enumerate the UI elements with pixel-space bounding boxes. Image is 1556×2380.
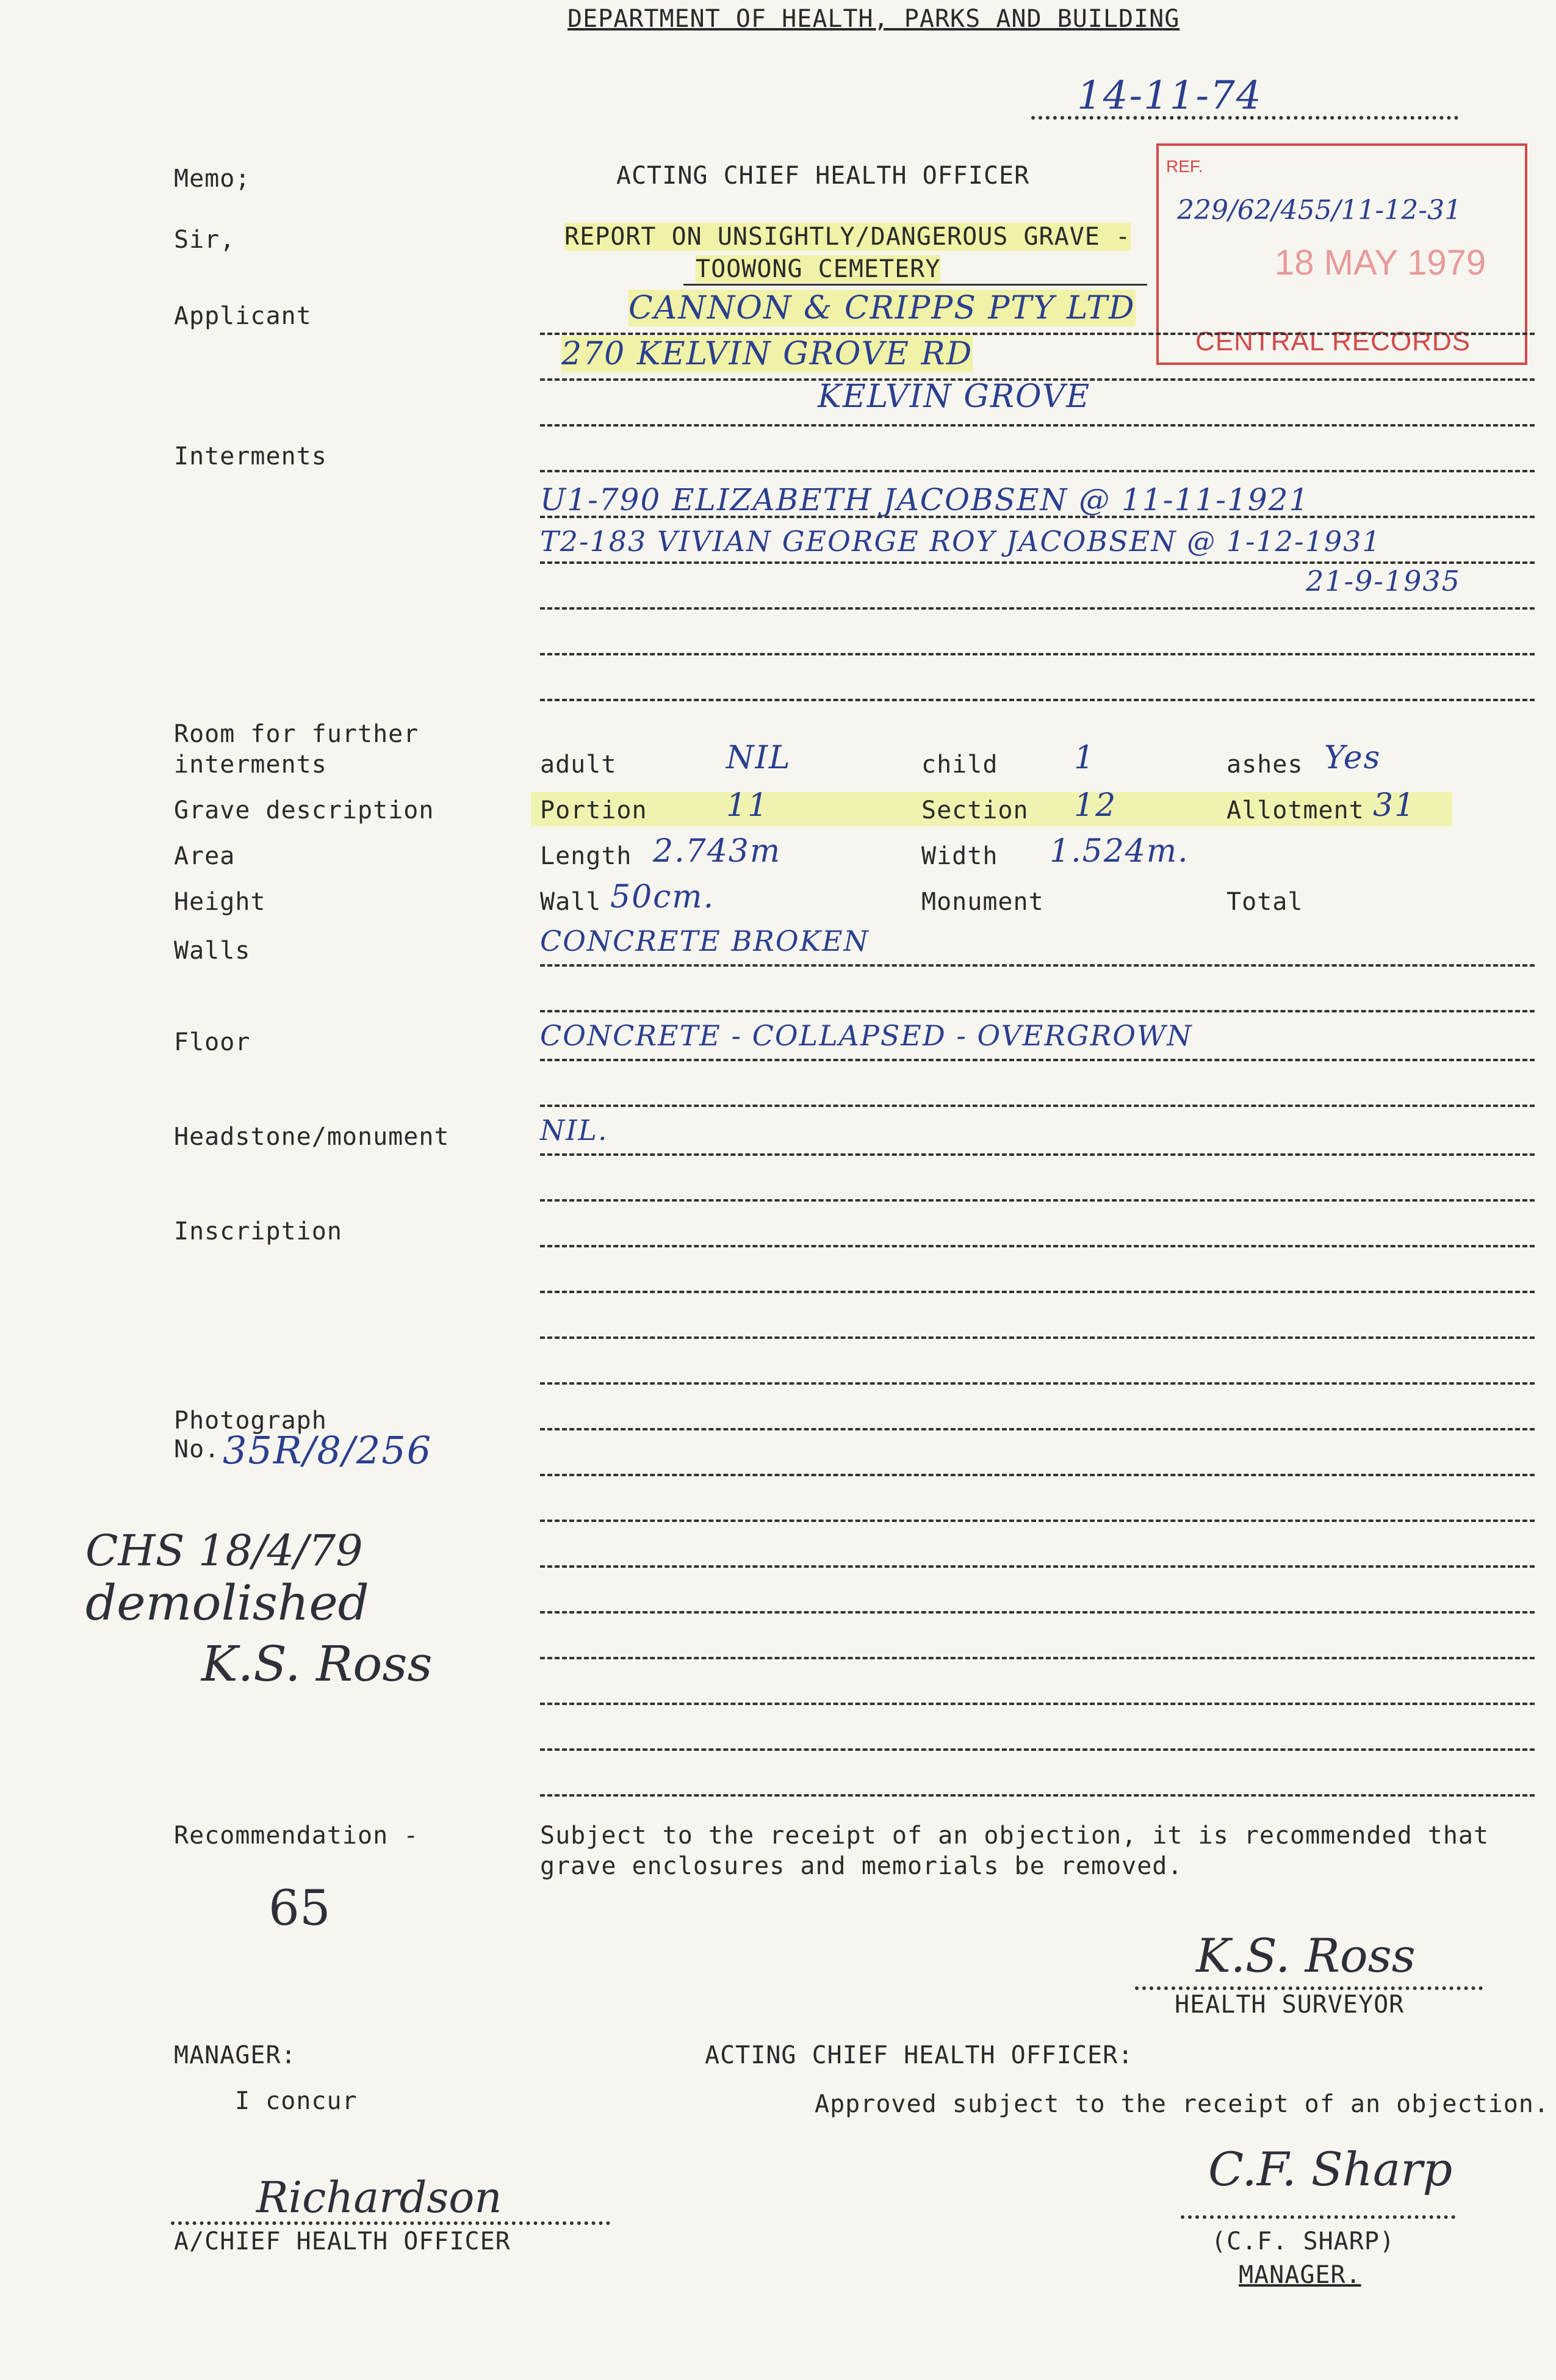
rule-line bbox=[540, 653, 1535, 655]
stamp-office: CENTRAL RECORDS bbox=[1195, 326, 1471, 356]
rule-line bbox=[540, 1291, 1535, 1293]
photograph-label-1: Photograph bbox=[174, 1407, 327, 1435]
room-label-1: Room for further bbox=[174, 720, 419, 748]
grave-description-label: Grave description bbox=[174, 796, 434, 824]
stamp-ref-number: 229/62/455/11-12-31 bbox=[1177, 195, 1462, 226]
acho-signature: C.F. Sharp bbox=[1208, 2142, 1453, 2196]
manager-label: MANAGER: bbox=[174, 2041, 297, 2069]
applicant-address-2: KELVIN GROVE bbox=[818, 378, 1091, 415]
child-value: 1 bbox=[1074, 740, 1096, 776]
rule-line bbox=[540, 1565, 1535, 1568]
rule-line bbox=[540, 470, 1535, 472]
surveyor-sign-line bbox=[1135, 1986, 1483, 1990]
monument-label: Monument bbox=[921, 888, 1044, 916]
section-label: Section bbox=[921, 796, 1029, 824]
rule-line bbox=[540, 1611, 1535, 1614]
rule-line bbox=[540, 1245, 1535, 1247]
wall-value: 50cm. bbox=[610, 879, 715, 915]
photograph-label-2: No. bbox=[174, 1435, 220, 1463]
room-label-2: interments bbox=[174, 751, 327, 779]
rule-line bbox=[540, 1428, 1535, 1430]
applicant-address-1: 270 KELVIN GROVE RD bbox=[561, 336, 973, 372]
rule-line bbox=[540, 1010, 1535, 1012]
rule-line bbox=[540, 964, 1535, 967]
recommendation-number: 65 bbox=[268, 1880, 331, 1936]
rule-line bbox=[540, 1748, 1535, 1751]
rule-line bbox=[540, 1199, 1535, 1202]
rule-line bbox=[540, 1153, 1535, 1156]
rule-line bbox=[540, 1336, 1535, 1339]
concur-text: I concur bbox=[235, 2087, 358, 2115]
photograph-note-status: demolished bbox=[85, 1574, 369, 1631]
ashes-value: Yes bbox=[1324, 740, 1381, 776]
manager-signature: Richardson bbox=[256, 2173, 502, 2223]
width-value: 1.524m. bbox=[1050, 833, 1189, 870]
rule-line bbox=[540, 561, 1535, 564]
photograph-initials: K.S. Ross bbox=[201, 1635, 433, 1692]
interment-2: T2-183 VIVIAN GEORGE ROY JACOBSEN @ 1-12-1931 bbox=[540, 525, 1381, 558]
rule-line bbox=[540, 1382, 1535, 1385]
interments-label: Interments bbox=[174, 442, 327, 471]
acho-title: MANAGER. bbox=[1239, 2261, 1361, 2289]
inscription-label: Inscription bbox=[174, 1217, 342, 1246]
report-date: 14-11-74 bbox=[1077, 73, 1262, 118]
rule-line bbox=[540, 1703, 1535, 1705]
subject-line-2: TOOWONG CEMETERY bbox=[696, 255, 941, 283]
adult-label: adult bbox=[540, 751, 617, 779]
wall-label: Wall bbox=[540, 888, 602, 916]
rule-line bbox=[540, 1059, 1535, 1061]
adult-value: NIL bbox=[726, 740, 791, 776]
memo-recipient: ACTING CHIEF HEALTH OFFICER bbox=[616, 162, 1030, 190]
section-value: 12 bbox=[1074, 787, 1117, 824]
department-heading: DEPARTMENT OF HEALTH, PARKS AND BUILDING bbox=[567, 5, 1180, 33]
applicant-label: Applicant bbox=[174, 302, 312, 330]
portion-label: Portion bbox=[540, 796, 647, 824]
subject-line-1: REPORT ON UNSIGHTLY/DANGEROUS GRAVE - bbox=[564, 223, 1131, 251]
stamp-date: 18 MAY 1979 bbox=[1275, 243, 1486, 283]
rule-line bbox=[540, 333, 1535, 335]
rule-line bbox=[540, 607, 1535, 610]
portion-value: 11 bbox=[726, 787, 769, 824]
walls-value: CONCRETE BROKEN bbox=[540, 925, 870, 957]
manager-sign-line bbox=[171, 2221, 610, 2225]
salutation: Sir, bbox=[174, 226, 236, 254]
interment-1: U1-790 ELIZABETH JACOBSEN @ 11-11-1921 bbox=[540, 482, 1310, 517]
area-label: Area bbox=[174, 842, 236, 870]
rule-line bbox=[540, 1474, 1535, 1476]
allotment-label: Allotment bbox=[1226, 796, 1364, 824]
headstone-value: NIL. bbox=[540, 1114, 608, 1147]
interment-2-correction: 21-9-1935 bbox=[1306, 564, 1461, 597]
child-label: child bbox=[921, 751, 998, 779]
central-records-stamp bbox=[1156, 143, 1527, 365]
walls-label: Walls bbox=[174, 937, 251, 965]
subject-underline bbox=[683, 284, 1147, 286]
allotment-value: 31 bbox=[1373, 787, 1416, 824]
floor-label: Floor bbox=[174, 1028, 251, 1056]
acho-label: ACTING CHIEF HEALTH OFFICER: bbox=[705, 2041, 1134, 2069]
height-label: Height bbox=[174, 888, 266, 916]
length-value: 2.743m bbox=[653, 833, 782, 870]
stamp-ref-label: REF. bbox=[1166, 157, 1203, 176]
memo-label: Memo; bbox=[174, 165, 251, 193]
acho-sign-line bbox=[1181, 2215, 1455, 2219]
ashes-label: ashes bbox=[1226, 751, 1303, 779]
rule-line bbox=[540, 699, 1535, 701]
manager-title: A/CHIEF HEALTH OFFICER bbox=[174, 2227, 511, 2256]
approved-text: Approved subject to the receipt of an objection. bbox=[815, 2090, 1549, 2118]
photograph-note-date: CHS 18/4/79 bbox=[85, 1526, 363, 1576]
surveyor-title: HEALTH SURVEYOR bbox=[1175, 1991, 1405, 2019]
rule-line bbox=[540, 424, 1535, 427]
photograph-number: 35R/8/256 bbox=[223, 1428, 433, 1473]
width-label: Width bbox=[921, 842, 998, 870]
floor-value: CONCRETE - COLLAPSED - OVERGROWN bbox=[540, 1019, 1193, 1052]
rule-line bbox=[540, 1657, 1535, 1659]
recommendation-text-1: Subject to the receipt of an objection, it is recommended that bbox=[540, 1822, 1489, 1850]
headstone-label: Headstone/monument bbox=[174, 1123, 450, 1151]
recommendation-label: Recommendation - bbox=[174, 1822, 419, 1850]
rule-line bbox=[540, 1520, 1535, 1522]
recommendation-text-2: grave enclosures and memorials be removed. bbox=[540, 1852, 1183, 1880]
applicant-name: CANNON & CRIPPS PTY LTD bbox=[629, 290, 1136, 326]
acho-name: (C.F. SHARP) bbox=[1211, 2227, 1395, 2256]
length-label: Length bbox=[540, 842, 632, 870]
rule-line bbox=[540, 1105, 1535, 1107]
surveyor-signature: K.S. Ross bbox=[1196, 1928, 1416, 1983]
rule-line bbox=[540, 1794, 1535, 1797]
total-label: Total bbox=[1226, 888, 1303, 916]
